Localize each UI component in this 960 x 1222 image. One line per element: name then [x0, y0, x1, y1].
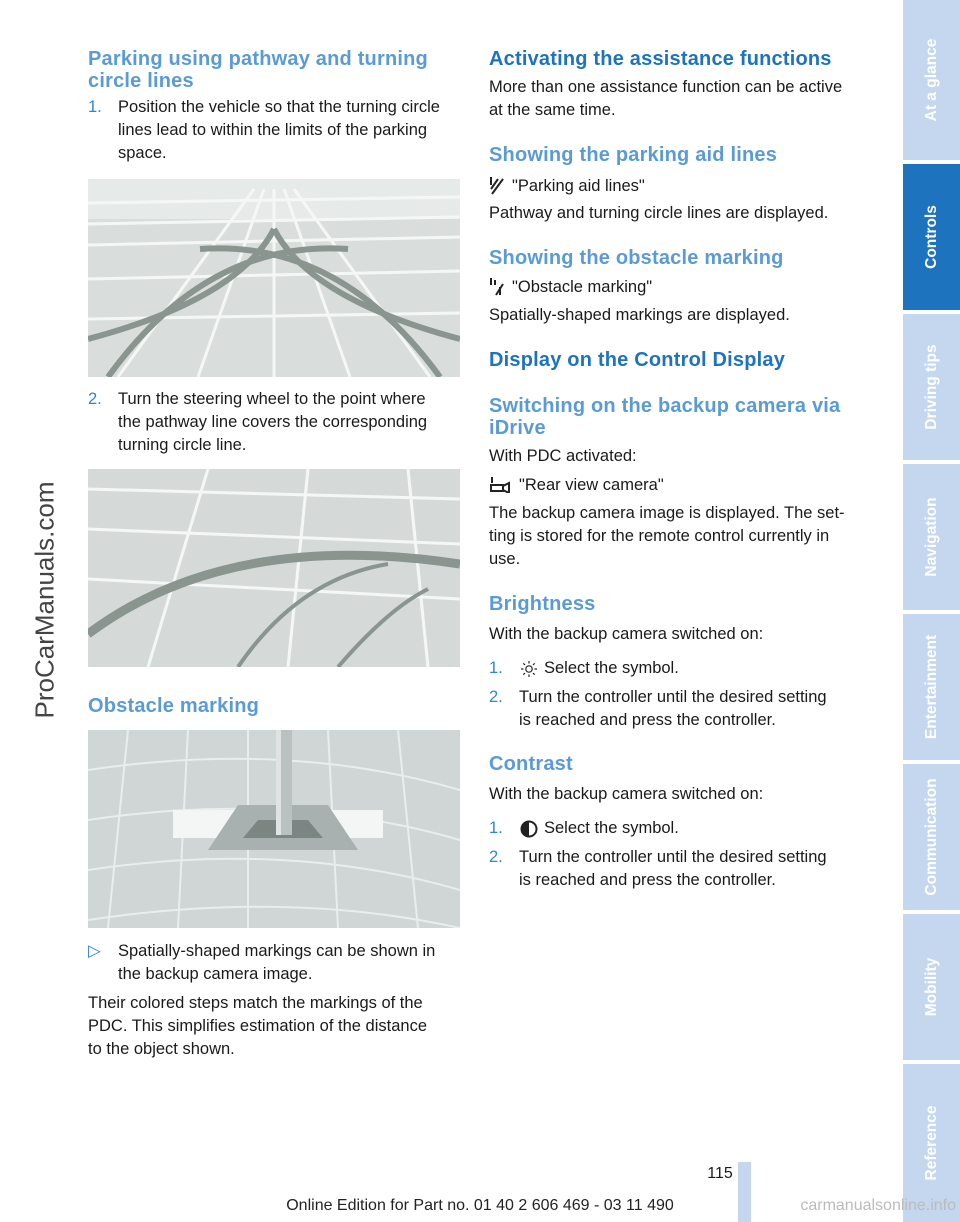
tab-controls[interactable]: Controls: [903, 164, 960, 310]
bullet-triangle-icon: ▷: [88, 942, 101, 960]
section-heading-switching-on: Switching on the backup camera via iDrive: [489, 395, 841, 439]
section-heading-brightness: Brightness: [489, 593, 596, 615]
step-number: 2.: [489, 848, 503, 866]
tab-at-a-glance[interactable]: At a glance: [903, 0, 960, 160]
section-heading-parking-aid: Showing the parking aid lines: [489, 144, 778, 166]
tab-mobility[interactable]: Mobility: [903, 914, 960, 1060]
paragraph-activating: More than one assistance function can be active at the same time.: [489, 78, 843, 119]
pathway-lines-image: [88, 179, 460, 377]
pdc-activated-text: With PDC activated:: [489, 447, 637, 465]
tab-entertainment[interactable]: Entertainment: [903, 614, 960, 760]
step-number: 2.: [489, 688, 503, 706]
obstacle-marking-icon: [489, 278, 505, 303]
step-number: 1.: [489, 819, 503, 837]
brightness-intro: With the backup camera switched on:: [489, 625, 764, 643]
turning-circle-image: [88, 469, 460, 667]
contrast-icon: [520, 820, 538, 845]
step-number: 2.: [88, 390, 102, 408]
step-number: 1.: [489, 659, 503, 677]
tab-communication[interactable]: Communication: [903, 764, 960, 910]
tab-reference[interactable]: Reference: [903, 1064, 960, 1222]
tab-navigation[interactable]: Navigation: [903, 464, 960, 610]
page-number: 115: [707, 1165, 733, 1182]
footer-logo: carmanualsonline.info: [800, 1197, 956, 1214]
section-heading-activating: Activating the assistance functions: [489, 48, 832, 70]
paragraph-colored-steps: Their colored steps match the markings of the PDC. This simplifies estimation of the distance to the object shown.: [88, 994, 427, 1058]
section-heading-control-display: Display on the Control Display: [489, 349, 786, 371]
obstacle-marking-description: Spatially-shaped markings are displayed.: [489, 306, 790, 324]
footer-text: Online Edition for Part no. 01 40 2 606 469 - 03 11 490 carmanualsonline.info: [286, 1197, 956, 1214]
section-heading-contrast: Contrast: [489, 753, 573, 775]
parking-lines-icon: [489, 177, 505, 202]
tab-driving-tips[interactable]: Driving tips: [903, 314, 960, 460]
obstacle-marking-image: [88, 730, 460, 928]
rear-camera-icon: [489, 477, 511, 500]
contrast-intro: With the backup camera switched on:: [489, 785, 764, 803]
parking-aid-description: Pathway and turning circle lines are displayed.: [489, 204, 829, 222]
section-heading-obstacle: Obstacle marking: [88, 695, 260, 717]
section-heading-parking-lines: Parking using pathway and turning circle lines: [88, 48, 428, 92]
section-heading-obstacle-marking: Showing the obstacle marking: [489, 247, 784, 269]
step-number: 1.: [88, 98, 102, 116]
rear-camera-description: The backup camera image is displayed. The set- ting is stored for the remote control currently in use.: [489, 504, 845, 568]
brightness-icon: [521, 661, 537, 684]
